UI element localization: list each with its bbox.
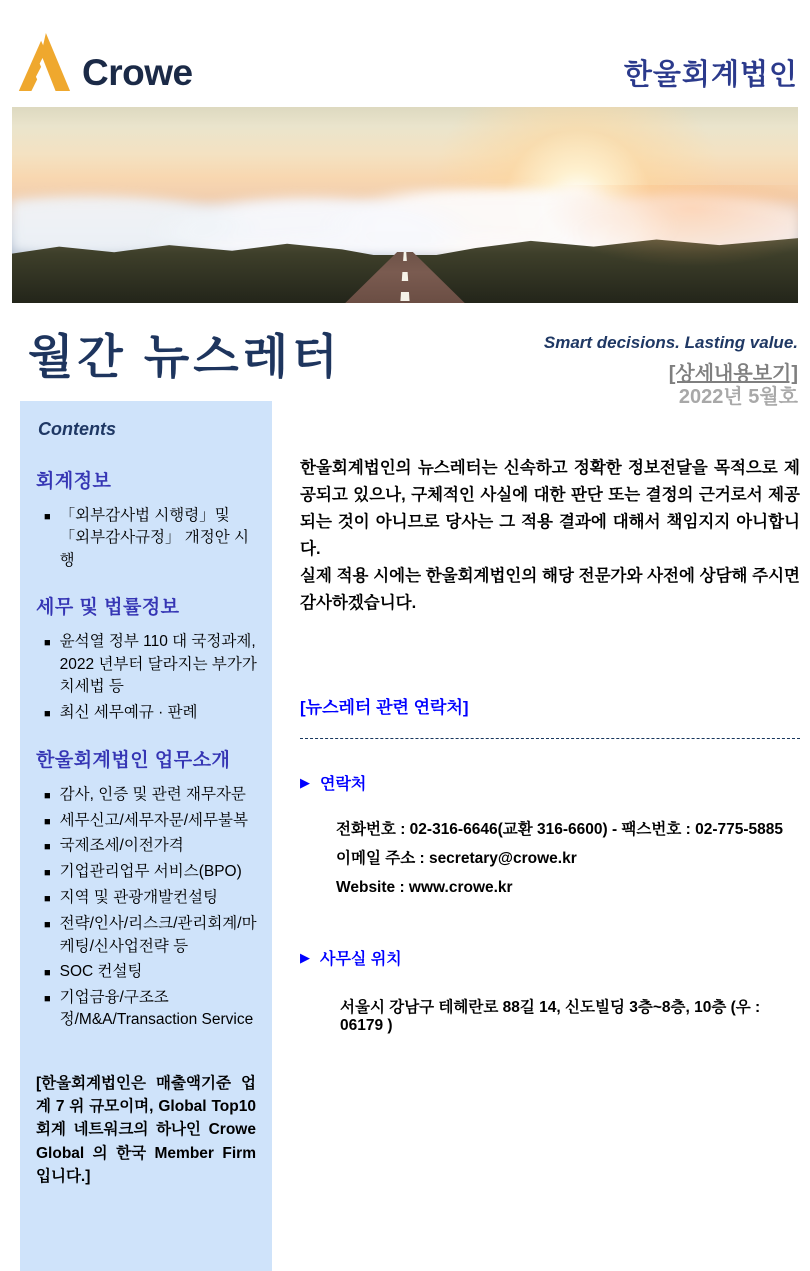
issue-label: 2022년 5월호 (678, 386, 798, 409)
website-line: Website : www.crowe.kr (336, 878, 513, 896)
contents-title: Contents (38, 419, 116, 439)
list-item (36, 631, 258, 698)
tax-law-list (36, 631, 258, 724)
masthead (0, 303, 810, 409)
email-line: 이메일 주소 : secretary@crowe.kr (336, 849, 577, 867)
contents-sidebar (20, 401, 272, 1271)
firm-note: [한울회계법인은 매출액기준 업계 7 위 규모이며, Global Top10 회계 네트워크의 하나인 Crowe Global 의 한국 Member Firm 입니다.] (36, 1074, 256, 1185)
list-item-text: 지역 및 관광개발컨설팅 (59, 889, 218, 907)
office-address: 서울시 강남구 테헤란로 88길 14, 신도빌딩 3층~8층, 10층 (우 : 06179 ) (340, 999, 761, 1035)
brand-tagline: Smart decisions. Lasting value. (543, 333, 798, 352)
bullet-square-icon (44, 702, 51, 725)
disclaimer-paragraph-2: 실제 적용 시에는 한울회계법인의 해당 전문가와 사전에 상담해 주시면 감사하겠습니다. (300, 567, 800, 613)
list-item (36, 505, 258, 572)
masthead-right (544, 333, 798, 409)
bullet-square-icon (44, 987, 51, 1032)
detail-link-text[interactable]: [상세내용보기] (668, 363, 798, 386)
phone-fax-line: 전화번호 : 02-316-6646(교환 316-6600) - 팩스번호 : 02-775-5885 (336, 821, 784, 839)
list-item-text: 국제조세/이전가격 (59, 837, 184, 855)
sidebar-heading-accounting: 회계정보 (36, 471, 112, 492)
list-item-text: 세무신고/세무자문/세무불복 (59, 811, 248, 829)
list-item-text: 윤석열 정부 110 대 국정과제, 2022 년부터 달라지는 부가가치세법 등 (59, 633, 257, 696)
list-item-text: 전략/인사/리스크/관리회계/마케팅/신사업전략 등 (59, 915, 257, 955)
list-item-text: 「외부감사법 시행령」및 「외부감사규정」 개정안 시행 (59, 507, 249, 569)
list-item-text: 감사, 인증 및 관련 재무자문 (59, 785, 246, 803)
bullet-square-icon (44, 505, 51, 572)
bullet-square-icon (44, 631, 51, 698)
office-subheading-label: 사무실 위치 (320, 951, 402, 969)
bullet-square-icon (44, 961, 51, 984)
bullet-square-icon (44, 810, 51, 833)
sidebar-heading-services: 한울회계법인 업무소개 (36, 749, 231, 771)
contact-subheading-label: 연락처 (320, 776, 367, 794)
list-item (36, 810, 258, 833)
main-content (272, 401, 800, 1271)
detail-link[interactable] (544, 363, 798, 386)
list-item (36, 913, 258, 958)
list-item (36, 835, 258, 858)
office-subheading (300, 946, 800, 969)
hero-image (12, 107, 798, 303)
bullet-square-icon (44, 887, 51, 910)
list-item-text: 기업관리업무 서비스(BPO) (59, 863, 242, 881)
contact-subheading (300, 771, 800, 794)
bullet-square-icon (44, 861, 51, 884)
triangle-right-icon (300, 949, 310, 967)
crowe-logo-text: Crowe (82, 52, 193, 93)
accounting-list (36, 505, 258, 572)
list-item (36, 961, 258, 984)
sidebar-heading-tax-law: 세무 및 법률정보 (36, 597, 180, 619)
list-item (36, 784, 258, 807)
triangle-right-icon (300, 774, 310, 792)
disclaimer-paragraph-1: 한울회계법인의 뉴스레터는 신속하고 정확한 정보전달을 목적으로 제공되고 있으나, 구체적인 사실에 대한 판단 또는 결정의 근거로서 제공되는 것이 아니므로 당사는 그 적용 결과에 대해서 책임지지 아니합니다. (300, 459, 800, 559)
crowe-logo (14, 31, 193, 95)
contact-details (336, 816, 800, 902)
bullet-square-icon (44, 784, 51, 807)
body-columns (0, 401, 810, 1271)
page-title: 월간 뉴스레터 (28, 330, 342, 383)
list-item-text: 기업금융/구조조정/M&A/Transaction Service (59, 988, 254, 1029)
list-item-text: SOC 컨설팅 (59, 963, 143, 981)
bullet-square-icon (44, 835, 51, 858)
list-item-text: 최신 세무예규 · 판례 (59, 703, 198, 721)
list-item (36, 887, 258, 910)
services-list (36, 784, 258, 1032)
list-item (36, 987, 258, 1032)
hero-sun-glare (444, 185, 798, 303)
crowe-mountain-icon (14, 31, 72, 95)
contact-section-title: [뉴스레터 관련 연락처] (300, 698, 469, 718)
bullet-square-icon (44, 913, 51, 958)
list-item (36, 702, 258, 725)
dashed-divider (300, 738, 800, 739)
page-header (0, 0, 810, 105)
firm-name: 한울회계법인 (623, 59, 798, 91)
list-item (36, 861, 258, 884)
